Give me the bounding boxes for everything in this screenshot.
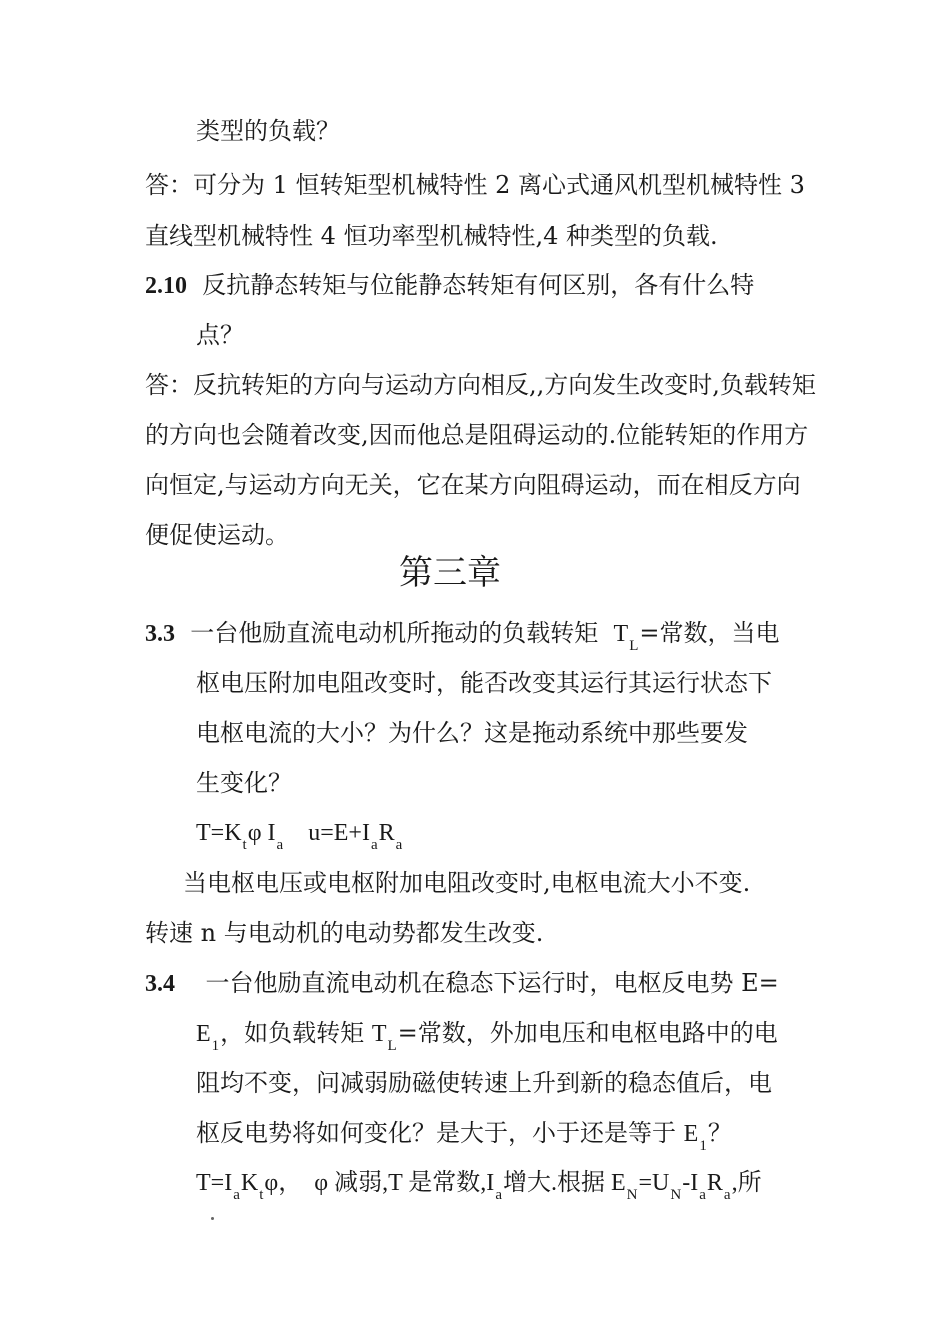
answer-2-9-line-1	[145, 170, 807, 200]
formula-part: T=K	[196, 820, 242, 846]
subscript: L	[387, 1038, 397, 1054]
formula-3-4	[196, 1168, 762, 1201]
subscript: a	[276, 837, 284, 853]
question-3-3-line-3: 电枢电流的大小？为什么？这是拖动系统中那些要发	[196, 719, 748, 747]
formula-3-3	[196, 818, 403, 851]
subscript: 1	[211, 1038, 220, 1054]
question-text: 反抗静态转矩与位能静态转矩有何区别，各有什么特	[202, 271, 755, 299]
formula-part: R	[706, 1170, 723, 1196]
question-3-3-line-2: 枢电压附加电阻改变时，能否改变其运行其运行状态下	[196, 669, 772, 697]
formula-part: =U	[638, 1170, 670, 1196]
formula-part: -I	[682, 1170, 699, 1196]
question-3-4-line-4	[196, 1118, 732, 1152]
answer-2-10-line-2: 的方向也会随着改变,因而他总是阻碍运动的.位能转矩的作用方	[145, 421, 809, 449]
subscript: a	[233, 1187, 240, 1203]
subscript: t	[259, 1187, 264, 1203]
formula-part: K	[240, 1170, 259, 1196]
answer-2-9-line-2: 直线型机械特性 4 恒功率型机械特性,4 种类型的负载.	[145, 222, 718, 250]
question-text: =常数，外加电压和电枢电路中的电	[397, 1019, 778, 1047]
question-2-10-line-2: 点？	[196, 321, 244, 349]
question-3-3	[145, 618, 779, 652]
chapter-heading: 第三章	[399, 553, 501, 593]
formula-part: φ 减弱,T 是常数,I	[314, 1170, 495, 1196]
subscript: a	[723, 1187, 731, 1203]
torque-symbol: T	[371, 1021, 387, 1047]
formula-part: 增大.根据 E	[502, 1170, 626, 1196]
question-number: 3.4	[145, 971, 175, 997]
subscript: N	[626, 1187, 638, 1203]
question-2-9-continuation: 类型的负载？	[196, 117, 340, 145]
question-3-4-line-2	[196, 1018, 778, 1052]
answer-3-3-line-2: 转速 n 与电动机的电动势都发生改变.	[145, 919, 544, 947]
formula-part: T=I	[196, 1170, 233, 1196]
question-3-4	[145, 968, 779, 999]
subscript: a	[370, 837, 378, 853]
formula-part: R	[378, 820, 395, 846]
subscript: a	[395, 837, 403, 853]
formula-part: u=E+I	[308, 820, 370, 846]
formula-part: φ，	[264, 1170, 303, 1196]
answer-3-3-line-1: 当电枢电压或电枢附加电阻改变时,电枢电流大小不变.	[183, 869, 751, 897]
question-mark: ？	[707, 1119, 732, 1147]
emf-symbol: E	[683, 1121, 699, 1147]
formula-part: ,所	[731, 1170, 762, 1196]
question-2-10	[145, 270, 754, 301]
subscript: t	[242, 837, 247, 853]
answer-2-10-line-4: 便促使运动。	[145, 521, 289, 549]
subscript: a	[699, 1187, 706, 1203]
stray-mark	[211, 1217, 214, 1220]
question-text: ，如负载转矩	[220, 1019, 365, 1047]
torque-symbol: T	[613, 621, 629, 647]
question-number: 2.10	[145, 273, 187, 299]
answer-2-10-line-3: 向恒定,与运动方向无关，它在某方向阻碍运动，而在相反方向	[145, 471, 801, 499]
subscript: a	[495, 1187, 502, 1203]
question-text: 一台他励直流电动机在稳态下运行时，电枢反电势 E=	[205, 969, 779, 997]
subscript: 1	[699, 1138, 707, 1154]
subscript: L	[629, 638, 639, 654]
formula-part: φ I	[247, 820, 276, 846]
question-text: 枢反电势将如何变化？是大于，小于还是等于	[196, 1119, 676, 1147]
answer-text: 答：可分为 1 恒转矩型机械特性 2 离心式通风机型机械特性 3	[145, 171, 805, 199]
question-number: 3.3	[145, 621, 175, 647]
question-text: 一台他励直流电动机所拖动的负载转矩	[190, 619, 599, 647]
question-text-end: =常数，当电	[639, 619, 780, 647]
emf-symbol: E	[196, 1021, 211, 1047]
answer-2-10-line-1: 答：反抗转矩的方向与运动方向相反,,方向发生改变时,负载转矩	[145, 371, 816, 399]
question-3-3-line-4: 生变化？	[196, 769, 292, 797]
subscript: N	[670, 1187, 682, 1203]
question-3-4-line-3: 阻均不变，问减弱励磁使转速上升到新的稳态值后，电	[196, 1069, 772, 1097]
